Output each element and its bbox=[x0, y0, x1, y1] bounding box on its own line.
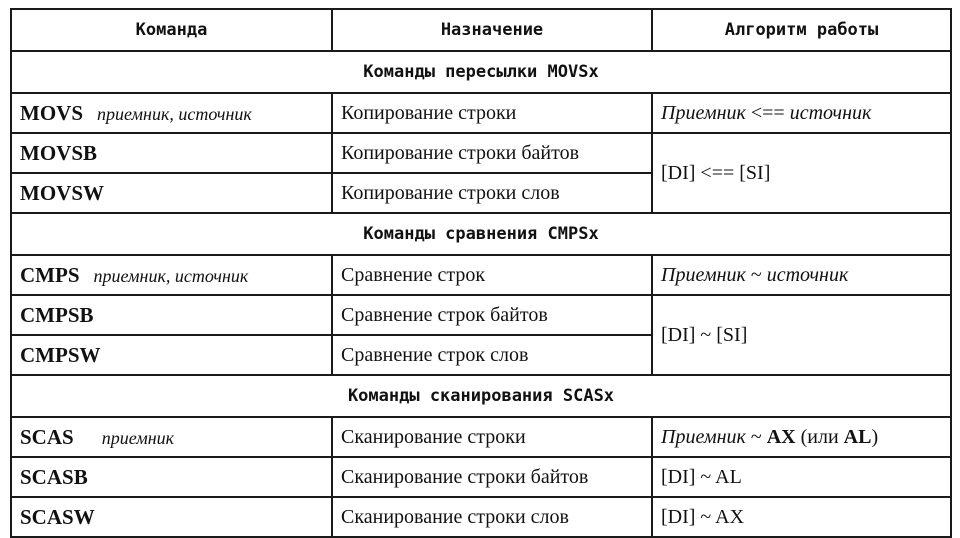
alg-operator: ~ bbox=[745, 425, 767, 448]
command-cell bbox=[11, 93, 332, 133]
algorithm-cell-merged: [DI] ~ [SI] bbox=[652, 295, 951, 375]
algorithm-cell: [DI] ~ AX bbox=[652, 497, 951, 537]
alg-dest: Приемник bbox=[661, 425, 746, 448]
command-name: CMPS bbox=[20, 262, 80, 287]
purpose-cell: Копирование строки байтов bbox=[332, 133, 652, 173]
algorithm-cell-merged: [DI] <== [SI] bbox=[652, 133, 951, 213]
command-operands: приемник, источник bbox=[97, 103, 252, 124]
alg-paren-open: (или bbox=[795, 425, 844, 448]
string-commands-table-container bbox=[10, 8, 950, 538]
algorithm-cell bbox=[652, 417, 951, 457]
command-cell bbox=[11, 133, 332, 173]
purpose-cell: Сканирование строки байтов bbox=[332, 457, 652, 497]
command-name: SCASB bbox=[20, 464, 88, 489]
alg-src: источник bbox=[766, 263, 849, 286]
command-name: MOVS bbox=[20, 100, 83, 125]
command-name: MOVSB bbox=[20, 140, 98, 165]
purpose-cell: Сравнение строк байтов bbox=[332, 295, 652, 335]
algorithm-cell bbox=[652, 255, 951, 295]
alg-operator: ~ bbox=[745, 263, 767, 286]
command-name: MOVSW bbox=[20, 180, 104, 205]
command-cell bbox=[11, 295, 332, 335]
group-header-movs bbox=[11, 51, 951, 93]
string-commands-table bbox=[10, 8, 952, 538]
group-title: Команды сравнения CMPSx bbox=[11, 213, 951, 255]
group-header-cmps bbox=[11, 213, 951, 255]
command-name: CMPSB bbox=[20, 302, 94, 327]
command-cell bbox=[11, 173, 332, 213]
purpose-cell: Сравнение строк bbox=[332, 255, 652, 295]
alg-operator: <== bbox=[745, 101, 790, 124]
purpose-cell: Копирование строки bbox=[332, 93, 652, 133]
header-algorithm: Алгоритм работы bbox=[652, 9, 951, 51]
algorithm-cell bbox=[652, 93, 951, 133]
group-title: Команды сканирования SCASx bbox=[11, 375, 951, 417]
purpose-cell: Копирование строки слов bbox=[332, 173, 652, 213]
group-header-scas bbox=[11, 375, 951, 417]
alg-register-al: AL bbox=[843, 425, 872, 448]
purpose-cell: Сканирование строки слов bbox=[332, 497, 652, 537]
table-row bbox=[11, 295, 951, 335]
command-cell bbox=[11, 497, 332, 537]
command-operands: приемник bbox=[101, 427, 175, 448]
command-name: CMPSW bbox=[20, 342, 101, 367]
command-operands: приемник, источник bbox=[93, 265, 249, 286]
alg-dest: Приемник bbox=[661, 101, 746, 124]
command-name: SCASW bbox=[20, 504, 95, 529]
algorithm-cell: [DI] ~ AL bbox=[652, 457, 951, 497]
purpose-cell: Сравнение строк слов bbox=[332, 335, 652, 375]
header-command: Команда bbox=[11, 9, 332, 51]
table-row bbox=[11, 255, 951, 295]
command-cell bbox=[11, 457, 332, 497]
command-cell bbox=[11, 335, 332, 375]
table-header-row bbox=[11, 9, 951, 51]
header-purpose: Назначение bbox=[332, 9, 652, 51]
table-row bbox=[11, 417, 951, 457]
command-name: SCAS bbox=[20, 424, 74, 449]
table-row bbox=[11, 93, 951, 133]
purpose-cell: Сканирование строки bbox=[332, 417, 652, 457]
alg-paren-close: ) bbox=[871, 425, 879, 448]
alg-register-ax: AX bbox=[766, 425, 796, 448]
group-title: Команды пересылки MOVSx bbox=[11, 51, 951, 93]
command-cell bbox=[11, 417, 332, 457]
command-cell bbox=[11, 255, 332, 295]
table-row bbox=[11, 497, 951, 537]
table-row bbox=[11, 133, 951, 173]
alg-dest: Приемник bbox=[661, 263, 746, 286]
table-row bbox=[11, 457, 951, 497]
alg-src: источник bbox=[789, 101, 872, 124]
